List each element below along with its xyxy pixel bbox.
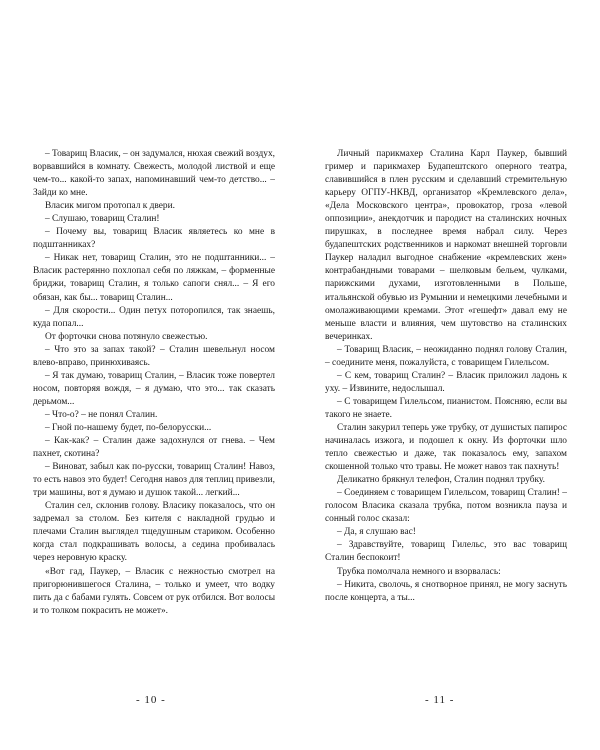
paragraph: «Вот гад, Паукер, – Власик с нежностью смотрел на пригорюнившегося Сталина, – только и умеет, что водку пить да с бабами гулять. Совсем от рук отбился. Вот волосы и то толком покрасить не может».: [33, 566, 275, 616]
paragraph: – Я так думаю, товарищ Сталин, – Власик тоже повертел носом, повторяя вождя, – я думаю, что это... так сказать дерьмом...: [33, 370, 275, 407]
left-page-number: - 10 -: [136, 694, 166, 706]
paragraph: – Слушаю, товарищ Сталин!: [45, 214, 160, 225]
paragraph: Сталин закурил теперь уже трубку, от душистых папирос начиналась изжога, и подошел к окну. Из форточки шло тепло свежестью и даже, так показалось ему, запахом скошенной только что травы. Не может навоз так пахнуть!: [325, 422, 567, 473]
paragraph: От форточки снова потянуло свежестью.: [45, 331, 208, 342]
paragraph: – Почему вы, товарищ Власик являетесь ко мне в подштанниках?: [33, 227, 275, 251]
paragraph: Деликатно брякнул телефон, Сталин поднял трубку.: [337, 475, 545, 486]
paragraph: Трубка помолчала немного и взорвалась:: [337, 566, 501, 577]
paragraph: – Соединяем с товарищем Гилельсом, товарищ Сталин! – голосом Власика сказала трубка, потом возникла пауза и сонный голос сказал:: [325, 488, 567, 525]
left-page-text: [33, 148, 275, 618]
paragraph: – Как-как? – Сталин даже задохнулся от гнева. – Чем пахнет, скотина?: [33, 436, 275, 460]
paragraph: Власик мигом протопал к двери.: [45, 201, 175, 212]
paragraph: Сталин сел, склонив голову. Власику показалось, что он задремал за столом. Без кителя с накладной грудью и плечами Сталин выглядел тщедушным стариком. Особенно когда стал подкрашивать волосы, а седина пробивалась через неровную краску.: [33, 501, 275, 564]
paragraph: – С кем, товарищ Сталин? – Власик приложил ладонь к уху. – Извините, недослышал.: [325, 370, 567, 394]
paragraph: Личный парикмахер Сталина Карл Паукер, бывший гример и парикмахер Будапештского оперного театра, славившийся в плен русским и сделавший стремительную карьеру ОГПУ-НКВД, организатор «Кремлевского дела», «Дела Московского центра», провокатор, гроза «левой оппозиции», анекдотчик и пародист на сталинских ночных пирушках, в последнее время набрал силу. Через будапештских родственников и наркомат внешней торговли Паукер наладил выгодное снабжение «кремлевских жен» контрабандными товарами – шелковым бельем, чулками, парижскими духами, изготовленными в Польше, итальянской обувью из Румынии и немецкими лечебными и омолаживающими кремами. Этот «гешефт» давал ему не меньше власти и влияния, чем шутовство на сталинских вечеринках.: [325, 149, 567, 342]
paragraph: – Здравствуйте, товарищ Гилельс, это вас товарищ Сталин беспокоит!: [325, 540, 567, 564]
right-page-text: [325, 148, 567, 605]
right-page-number: - 11 -: [425, 694, 455, 706]
paragraph: – Для скорости... Один петух поторопился, так знаешь, куда попал...: [33, 305, 275, 329]
paragraph: – Никак нет, товарищ Сталин, это не подштанники... – Власик растерянно похлопал себя по ляжкам, – форменные бриджи, товарищ Сталин, я только сапоги снял... – Я его обязан, как бы... товарищ Сталин...: [33, 253, 275, 303]
paragraph: – С товарищем Гилельсом, пианистом. Поясняю, если вы такого не знаете.: [325, 396, 567, 420]
paragraph: – Товарищ Власик, – неожиданно поднял голову Сталин, – соедините меня, пожалуйста, с товарищем Гилельсом.: [325, 344, 567, 368]
paragraph: – Товарищ Власик, – он задумался, нюхая свежий воздух, ворвавшийся в комнату. Свежесть, молодой листвой и еще чем-то... какой-то запах, напоминавший чем-то детство... – Зайди ко мне.: [33, 149, 275, 199]
paragraph: – Виноват, забыл как по-русски, товарищ Сталин! Навоз, то есть навоз это будет! Сегодня навоз для теплиц привезли, три машины, вот я думаю и душок такой... легкий...: [33, 462, 275, 499]
paragraph: – Никита, сволочь, я снотворное принял, не могу заснуть после концерта, а ты...: [325, 579, 567, 603]
paragraph: – Что это за запах такой? – Сталин шевельнул носом влево-вправо, принюхиваясь.: [33, 344, 275, 368]
paragraph: – Что-о? – не понял Сталин.: [45, 409, 158, 420]
paragraph: – Гной по-нашему будет, по-белорусски...: [45, 422, 212, 433]
paragraph: – Да, я слушаю вас!: [337, 527, 416, 538]
